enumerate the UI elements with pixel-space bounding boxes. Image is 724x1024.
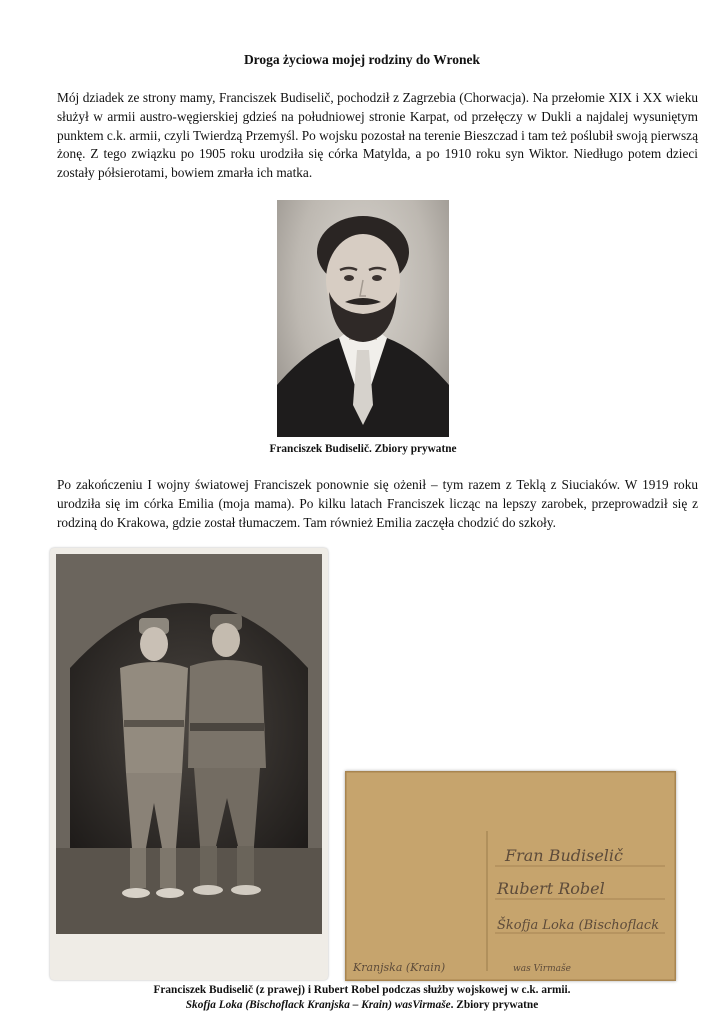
photos-caption-line1: Franciszek Budiselič (z prawej) i Rubert Robel podczas służby wojskowej w c.k. armii. [153,984,571,996]
postcard-handwriting-line3: Škofja Loka (Bischoflack [497,918,660,933]
postcard-back-photo [345,771,676,981]
soldiers-illustration [50,548,328,980]
photos-caption-place: Skofja Loka (Bischoflack Kranjska – Krain) wasVirmaše [185,999,451,1011]
postcard-illustration [345,771,676,981]
photos-caption-line2 [80,998,644,1013]
page-title: Droga życiowa mojej rodziny do Wronek [243,52,481,67]
portrait-caption: Franciszek Budiselič. Zbiory prywatne [269,443,457,455]
portrait-photo [277,200,449,437]
paragraph-intro: Mój dziadek ze strony mamy, Franciszek Budiselič, pochodził z Zagrzebia (Chorwacja). Na przełomie XIX i XX wieku służył w armii austro-węgierskiej gdzieś na południowej stronie Karpat, od przełęczy w Dukli a najdalej wysuniętym punktem c.k. armii, czyli Twierdzą Przemyśl. Po wojsku pozostał na terenie Bieszczad i tam też poślubił swoją pierwszą żonę. Z tego związku po 1905 roku urodziła się córka Matylda, a po 1910 roku syn Wiktor. Niedługo potem dzieci zostały półsierotami, bowiem zmarła ich matka. [57,90,698,181]
soldiers-photo [50,548,328,980]
postcard-handwriting-line2: Rubert Robel [497,879,605,898]
postcard-handwriting-line1: Fran Budiselič [505,846,623,865]
photos-caption-source: . Zbiory prywatne [450,999,539,1011]
postcard-handwriting-line5: was Virmaše [513,964,571,974]
postcard-handwriting-line4: Kranjska (Krain) [353,961,446,974]
portrait-illustration [277,200,449,437]
photos-caption [80,983,644,1013]
paragraph-second: Po zakończeniu I wojny światowej Franciszek ponownie się ożenił – tym razem z Teklą z Siuciaków. W 1919 roku urodziła się im córka Emilia (moja mama). Po kilku latach Franciszek licząc na lepszy zarobek, przeprowadził się z rodziną do Krakowa, gdzie został tłumaczem. Tam również Emilia zaczęła chodzić do szkoły. [57,477,698,530]
